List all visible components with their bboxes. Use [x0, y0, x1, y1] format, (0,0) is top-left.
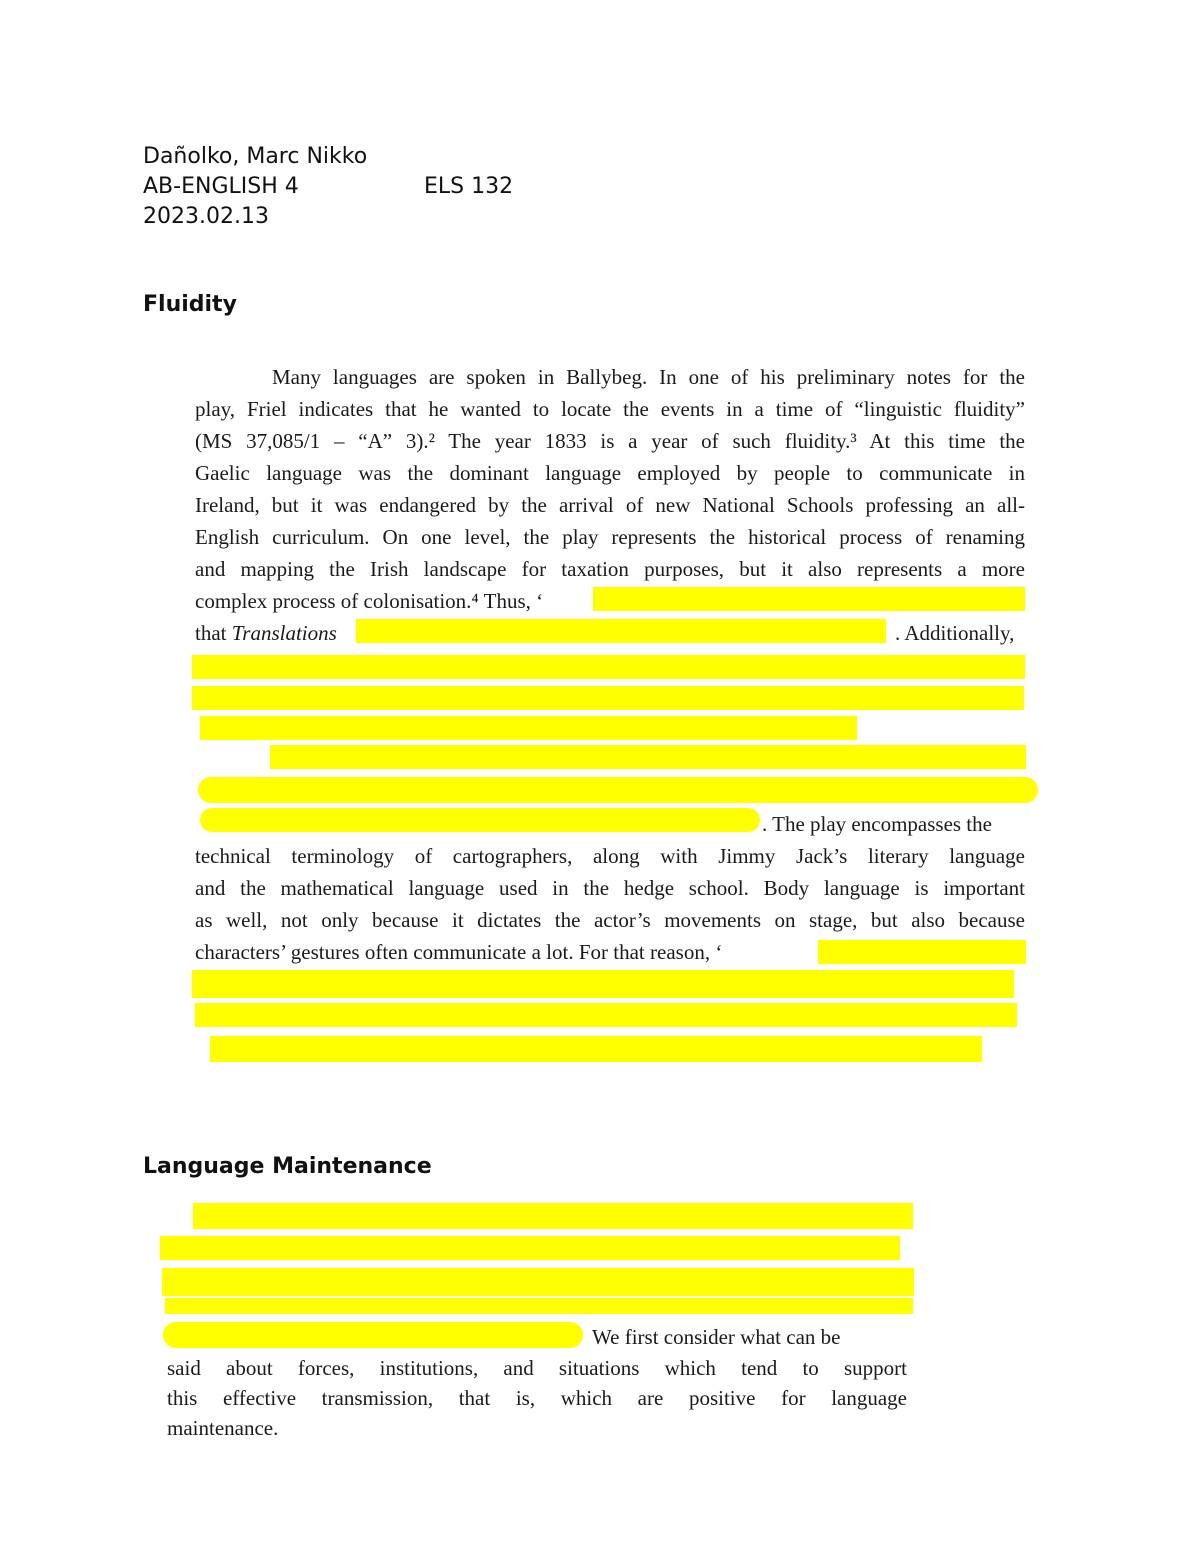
highlight-mark: [192, 970, 1014, 998]
student-name: Dañolko, Marc Nikko: [143, 144, 368, 169]
excerpt-line: . The play encompasses the: [762, 812, 992, 836]
highlight-mark: [162, 1268, 914, 1296]
section-heading-fluidity: Fluidity: [143, 292, 237, 317]
highlight-mark: [193, 1203, 913, 1229]
highlight-mark: [163, 1322, 583, 1348]
excerpt-line: . Additionally,: [895, 621, 1015, 645]
highlight-mark: [593, 587, 1025, 611]
excerpt-line: as well, not only because it dictates the actor’s movements on stage, but also because: [195, 908, 1025, 932]
highlight-mark: [192, 655, 1025, 679]
highlight-mark: [210, 1036, 982, 1062]
highlight-mark: [198, 777, 1038, 803]
excerpt-line: (MS 37,085/1 – “A” 3).² The year 1833 is a year of such fluidity.³ At this time the: [195, 429, 1025, 453]
excerpt-text: that: [195, 621, 232, 645]
excerpt-line: and mapping the Irish landscape for taxation purposes, but it also represents a more: [195, 557, 1025, 581]
scan-crop-edge: [190, 1072, 1040, 1092]
excerpt-line: maintenance.: [167, 1416, 279, 1440]
highlight-mark: [818, 940, 1026, 964]
highlight-mark: [195, 1003, 1017, 1027]
excerpt-line: Gaelic language was the dominant language employed by people to communicate in: [195, 461, 1025, 485]
section-heading-language-maintenance: Language Maintenance: [143, 1154, 432, 1179]
highlight-mark: [192, 686, 1024, 710]
highlight-mark: [165, 1298, 913, 1314]
excerpt-line: Many languages are spoken in Ballybeg. In one of his preliminary notes for the: [272, 365, 1025, 389]
course-code: ELS 132: [424, 174, 514, 199]
excerpt-line: this effective transmission, that is, which are positive for language: [167, 1386, 907, 1410]
excerpt-line: [195, 621, 337, 646]
excerpt-line: English curriculum. On one level, the play represents the historical process of renaming: [195, 525, 1025, 549]
excerpt-line: play, Friel indicates that he wanted to locate the events in a time of “linguistic fluidity”: [195, 397, 1025, 421]
excerpt-line: said about forces, institutions, and situations which tend to support: [167, 1356, 907, 1380]
submission-date: 2023.02.13: [143, 204, 269, 229]
excerpt-line: and the mathematical language used in the hedge school. Body language is important: [195, 876, 1025, 900]
excerpt-line: Ireland, but it was endangered by the arrival of new National Schools professing an all-: [195, 493, 1025, 517]
highlight-mark: [160, 1236, 900, 1260]
excerpt-line: characters’ gestures often communicate a lot. For that reason, ‘: [195, 940, 723, 964]
italic-title: Translations: [231, 621, 337, 645]
excerpt-line: We first consider what can be: [592, 1325, 841, 1349]
highlight-mark: [200, 716, 857, 740]
program-label: AB-ENGLISH 4: [143, 174, 299, 199]
excerpt-line: technical terminology of cartographers, along with Jimmy Jack’s literary language: [195, 844, 1025, 868]
highlight-mark: [270, 745, 1026, 769]
highlight-mark: [356, 619, 886, 643]
excerpt-line: complex process of colonisation.⁴ Thus, ‘: [195, 589, 544, 613]
highlight-mark: [200, 808, 760, 832]
